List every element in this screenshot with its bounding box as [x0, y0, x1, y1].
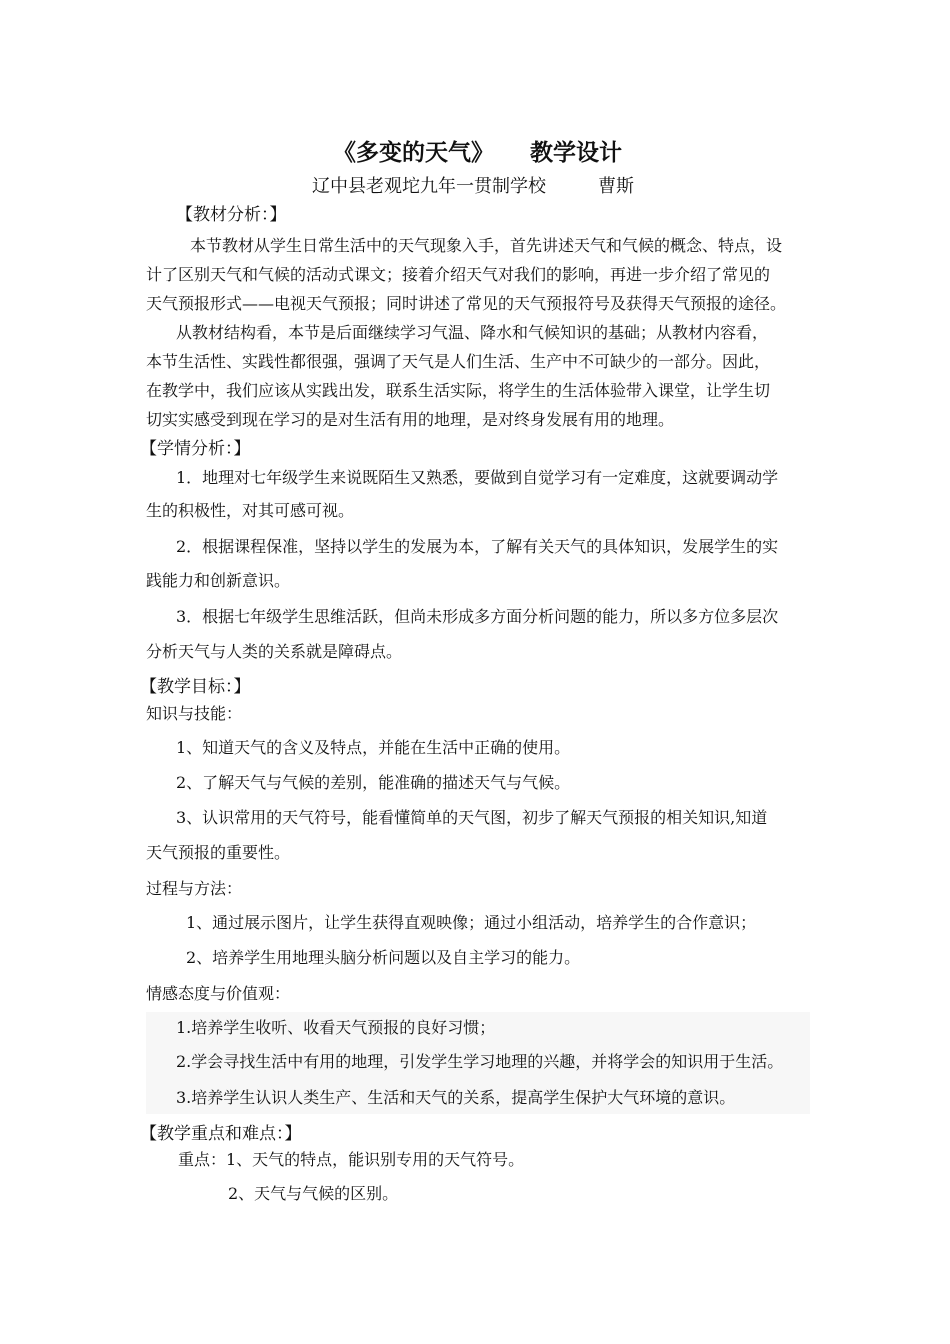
list-item: 2、天气与气候的区别。 [228, 1184, 399, 1203]
doc-title-main: 《多变的天气》 [333, 139, 494, 166]
section-heading-keypoints: 【教学重点和难点：】 [140, 1124, 302, 1144]
list-item-continuation: 天气预报的重要性。 [146, 843, 291, 862]
section-heading-goals: 【教学目标：】 [140, 677, 251, 697]
paragraph-line: 本节生活性、实践性都很强，强调了天气是人们生活、生产中不可缺少的一部分。因此， [146, 352, 771, 371]
section-heading-textbook: 【教材分析：】 [176, 205, 287, 225]
paragraph-line: 在教学中，我们应该从实践出发，联系生活实际，将学生的生活体验带入课堂，让学生切 [146, 381, 771, 400]
subsection-label-process: 过程与方法： [146, 879, 243, 898]
list-item: 1.培养学生收听、收看天气预报的良好习惯； [176, 1018, 496, 1037]
list-item: 2、培养学生用地理头脑分析问题以及自主学习的能力。 [186, 948, 581, 967]
doc-subtitle-author: 曹斯 [598, 176, 634, 197]
subsection-label-emotion: 情感态度与价值观： [146, 984, 291, 1003]
paragraph-line: 天气预报形式——电视天气预报；同时讲述了常见的天气预报符号及获得天气预报的途径。 [146, 294, 787, 313]
list-item: 1、通过展示图片，让学生获得直观映像；通过小组活动，培养学生的合作意识； [186, 913, 757, 932]
paragraph-line: 本节教材从学生日常生活中的天气现象入手，首先讲述天气和气候的概念、特点，设 [190, 236, 783, 255]
paragraph-line: 切实实感受到现在学习的是对生活有用的地理，是对终身发展有用的地理。 [146, 410, 675, 429]
list-item-continuation: 生的积极性，对其可感可视。 [146, 501, 355, 520]
list-item: 2．根据课程保准，坚持以学生的发展为本，了解有关天气的具体知识，发展学生的实 [176, 537, 779, 556]
list-item: 2.学会寻找生活中有用的地理，引发学生学习地理的兴趣，并将学会的知识用于生活。 [176, 1052, 784, 1071]
section-heading-students: 【学情分析：】 [140, 439, 251, 459]
list-item-continuation: 践能力和创新意识。 [146, 571, 291, 590]
doc-title-right: 教学设计 [530, 139, 622, 166]
list-item: 1．地理对七年级学生来说既陌生又熟悉，要做到自觉学习有一定难度，这就要调动学 [176, 468, 779, 487]
list-item: 3．根据七年级学生思维活跃，但尚未形成多方面分析问题的能力，所以多方位多层次 [176, 607, 779, 626]
paragraph-line: 计了区别天气和气候的活动式课文；接着介绍天气对我们的影响，再进一步介绍了常见的 [146, 265, 771, 284]
list-item: 2、了解天气与气候的差别，能准确的描述天气与气候。 [176, 773, 571, 792]
subsection-label-knowledge: 知识与技能： [146, 704, 243, 723]
list-item: 重点：1、天气的特点，能识别专用的天气符号。 [178, 1150, 525, 1169]
list-item-continuation: 分析天气与人类的关系就是障碍点。 [146, 642, 403, 661]
list-item: 3.培养学生认识人类生产、生活和天气的关系，提高学生保护大气环境的意识。 [176, 1088, 736, 1107]
list-item: 3、认识常用的天气符号，能看懂简单的天气图，初步了解天气预报的相关知识,知道 [176, 808, 768, 827]
list-item: 1、知道天气的含义及特点，并能在生活中正确的使用。 [176, 738, 571, 757]
paragraph-line: 从教材结构看，本节是后面继续学习气温、降水和气候知识的基础；从教材内容看， [176, 323, 769, 342]
doc-subtitle-school: 辽中县老观坨九年一贯制学校 [312, 176, 546, 197]
